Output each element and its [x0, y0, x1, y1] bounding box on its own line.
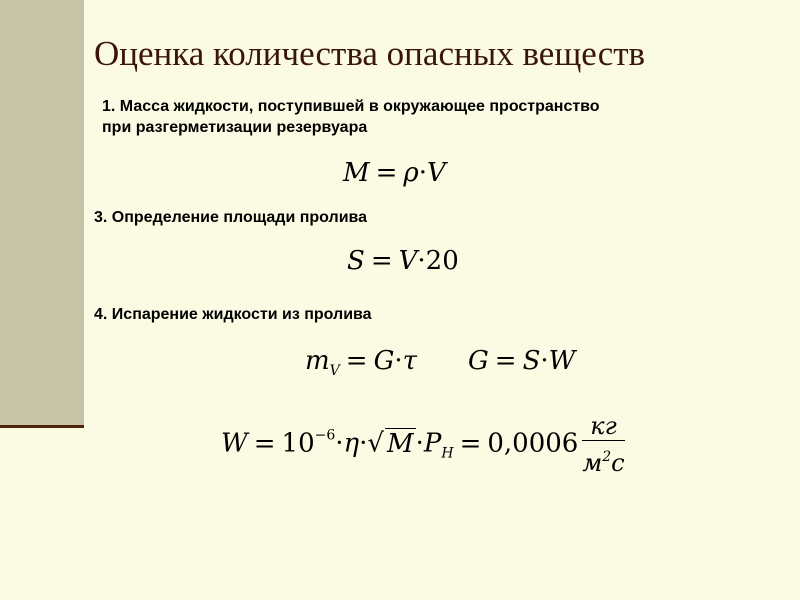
- formula-mass: [343, 158, 446, 188]
- formula-evap2-G: G: [468, 346, 489, 376]
- formula-rate-unit-numerator: кг: [590, 412, 617, 440]
- formula-evap2-S: S: [522, 346, 541, 376]
- formula-rate-dot3: ·: [415, 428, 424, 459]
- formula-rate-W: W: [221, 428, 248, 459]
- formula-rate-unit: [582, 412, 624, 477]
- formula-rate-dot1: ·: [335, 428, 344, 459]
- formula-mass-dot: ·: [418, 158, 427, 188]
- formula-evaporation-intensity: [468, 346, 575, 376]
- formula-rate-unit-den-exp: 2: [602, 449, 612, 465]
- formula-evap1-tau: τ: [402, 346, 418, 376]
- formula-evap2-W: W: [548, 346, 576, 376]
- formula-rate-eq2: =: [459, 428, 482, 459]
- formula-rate-value: 0,0006: [487, 428, 579, 459]
- formula-area-eq: =: [370, 246, 393, 276]
- formula-mass-rho: ρ: [403, 158, 419, 188]
- decorative-side-bar: [0, 0, 84, 425]
- decorative-divider: [0, 425, 84, 428]
- formula-rate-unit-denominator: [582, 440, 624, 477]
- formula-evaporation-rate: [221, 412, 625, 477]
- formula-mass-eq: =: [375, 158, 398, 188]
- formula-area: [347, 246, 459, 276]
- formula-m-subscript: V: [329, 363, 340, 379]
- slide-title: Оценка количества опасных веществ: [94, 34, 646, 73]
- formula-evap1-G: G: [373, 346, 395, 376]
- formula-area-V: V: [398, 246, 418, 276]
- formula-rate-sqrt-M: M: [386, 428, 414, 459]
- formula-evap2-eq: =: [494, 346, 517, 376]
- item-mass-of-liquid: [102, 96, 600, 138]
- item-evaporation: 4. Испарение жидкости из пролива: [94, 306, 372, 323]
- formula-m: m: [305, 346, 330, 376]
- formula-evap2-dot: ·: [540, 346, 549, 376]
- formula-rate-unit-den-m: м: [582, 449, 603, 477]
- formula-area-dot: ·: [417, 246, 426, 276]
- formula-rate-base: 10: [281, 428, 315, 459]
- formula-rate-dot2: ·: [359, 428, 368, 459]
- formula-rate-exponent: −6: [314, 427, 336, 444]
- formula-rate-unit-den-s: с: [611, 449, 625, 477]
- item-spill-area: 3. Определение площади пролива: [94, 209, 368, 226]
- formula-rate-P: P: [423, 428, 442, 459]
- formula-mass-M: M: [343, 158, 370, 188]
- formula-mass-V: V: [426, 158, 446, 188]
- formula-evap1-dot: ·: [394, 346, 403, 376]
- formula-rate-P-subscript: Н: [441, 445, 454, 462]
- formula-area-S: S: [347, 246, 365, 276]
- formula-rate-eq1: =: [253, 428, 276, 459]
- formula-rate-eta: η: [343, 428, 360, 459]
- formula-area-number: 20: [425, 246, 459, 276]
- formula-evaporated-mass: [305, 346, 417, 379]
- item-mass-line1: 1. Масса жидкости, поступившей в окружающее пространство: [102, 98, 600, 115]
- item-mass-line2: при разгерметизации резервуара: [102, 119, 368, 136]
- formula-evap1-eq: =: [345, 346, 368, 376]
- formula-rate-sqrt-sign: √: [367, 428, 384, 459]
